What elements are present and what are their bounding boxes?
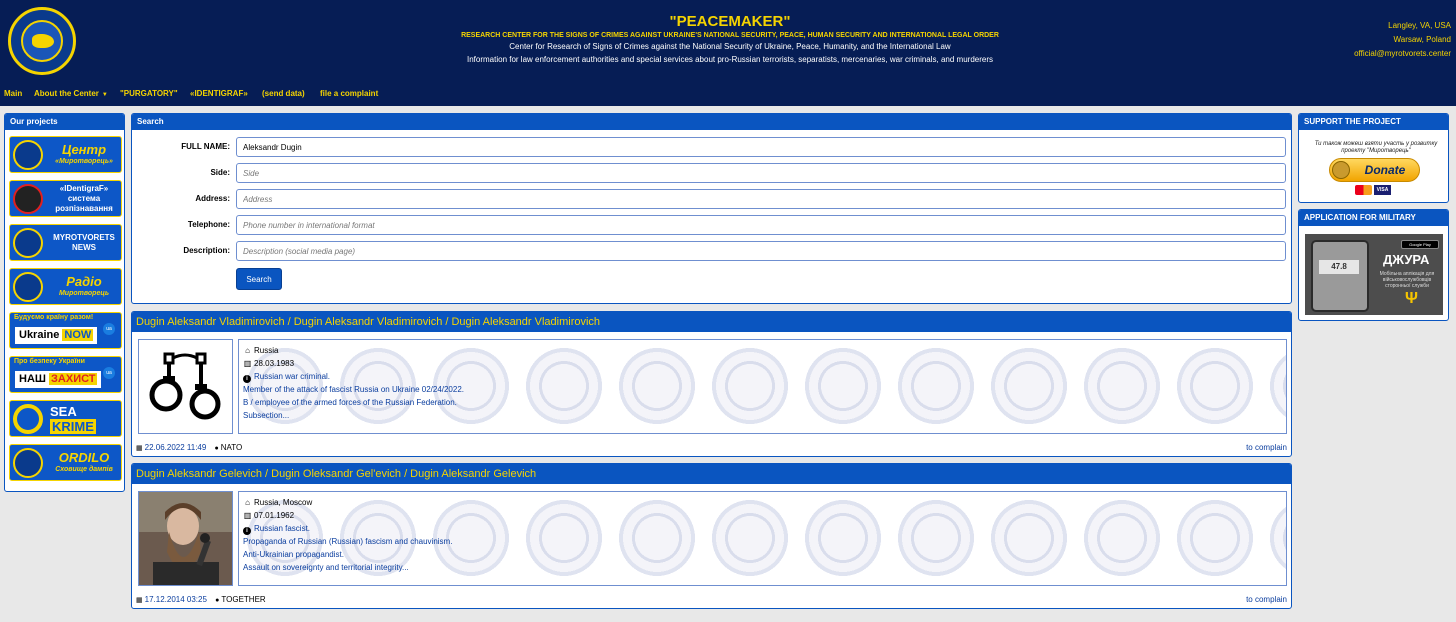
- address-row: [132, 189, 1292, 209]
- nav-send-data[interactable]: (send data): [262, 89, 305, 98]
- logo-emblem: [21, 20, 63, 62]
- result-footer: [136, 443, 242, 452]
- complain-link[interactable]: to complain: [1246, 443, 1287, 452]
- header-titles: [340, 14, 1120, 66]
- side-row: [132, 163, 1292, 183]
- result-location: Russia, Moscow: [254, 498, 313, 507]
- caret-down-icon: ▼: [101, 92, 108, 98]
- description-label: Description:: [183, 246, 230, 255]
- result-desc-line: Subsection...: [243, 411, 290, 420]
- google-play-badge: Google Play: [1401, 240, 1439, 249]
- result-location: Russia: [254, 346, 279, 355]
- main-nav: [0, 80, 1456, 106]
- site-subtitle-1: RESEARCH CENTER FOR THE SIGNS OF CRIMES AGAINST UKRAINE'S NATIONAL SECURITY, PEACE, HUMAN SECURITY AND INTERNATIONAL LEGAL ORDER: [461, 32, 999, 39]
- support-text: Ти також можеш взяти участь у розвитку проекту "Миротворець": [1314, 141, 1438, 154]
- phone-screen-value: 47.8: [1319, 260, 1359, 274]
- nav-file-complaint[interactable]: file a complaint: [320, 89, 379, 98]
- location-langley: Langley, VA, USA: [1388, 21, 1451, 30]
- ordilo-emblem-icon: [13, 448, 43, 478]
- home-icon: ⌂: [245, 346, 250, 355]
- trident-icon: Ψ: [1405, 290, 1418, 307]
- birthday-cake-icon: ▥: [243, 511, 252, 520]
- result-photo[interactable]: [138, 491, 233, 586]
- home-icon: ⌂: [245, 498, 250, 507]
- result-name-link[interactable]: Dugin Aleksandr Gelevich / Dugin Oleksandr Gel'evich / Dugin Aleksandr Gelevich: [132, 464, 1291, 484]
- result-desc-line: B / employee of the armed forces of the Russian Federation.: [243, 398, 457, 407]
- result-name-link[interactable]: Dugin Aleksandr Vladimirovich / Dugin Aleksandr Vladimirovich / Dugin Aleksandr Vladimirovich: [132, 312, 1291, 332]
- project-news[interactable]: MYROTVORETS NEWS: [9, 224, 122, 261]
- dzhura-app-banner[interactable]: [1305, 234, 1443, 315]
- donate-label: Donate: [1364, 163, 1406, 177]
- nav-about[interactable]: [34, 89, 108, 98]
- support-title: SUPPORT THE PROJECT: [1299, 114, 1448, 130]
- person-photo: [139, 492, 232, 585]
- description-input[interactable]: [236, 241, 1286, 261]
- result-author: NATO: [220, 443, 243, 452]
- fullname-label: FULL NAME:: [181, 142, 230, 151]
- nav-main[interactable]: Main: [4, 89, 23, 98]
- address-label: Address:: [195, 194, 230, 203]
- project-radio[interactable]: Радіо Миротворець: [9, 268, 122, 305]
- search-title: Search: [132, 114, 1291, 130]
- telephone-input[interactable]: [236, 215, 1286, 235]
- telephone-row: [132, 215, 1292, 235]
- result-desc-line: Anti-Ukrainian propagandist.: [243, 550, 344, 559]
- result-info: [238, 339, 1287, 434]
- description-row: [132, 241, 1292, 261]
- project-ukraine-now[interactable]: Будуємо країну разом! Ukraine NOW ua: [9, 312, 122, 349]
- payment-cards: [1355, 185, 1393, 195]
- result-footer: [136, 595, 266, 604]
- project-nash-zakhyst[interactable]: Про безпеку України НАШ ЗАХИСТ ua: [9, 356, 122, 393]
- radio-emblem-icon: [13, 272, 43, 302]
- location-warsaw: Warsaw, Poland: [1393, 35, 1451, 44]
- telephone-label: Telephone:: [187, 220, 230, 229]
- project-sea-krime[interactable]: SEA KRIME: [9, 400, 122, 437]
- coin-icon: [1332, 161, 1350, 179]
- identigraf-icon: [13, 184, 43, 214]
- myrotvorets-emblem-icon: [13, 228, 43, 258]
- military-app-panel: [1298, 209, 1449, 321]
- fullname-input[interactable]: [236, 137, 1286, 157]
- result-author: TOGETHER: [221, 595, 266, 604]
- ua-badge: ua: [103, 367, 115, 379]
- myrotvorets-emblem-icon: [13, 140, 43, 170]
- result-status: Russian fascist.: [254, 524, 311, 533]
- site-subtitle-2: Center for Research of Signs of Crimes against the National Security of Ukraine, Peace, Humanity, and the International Law: [509, 42, 951, 51]
- result-birthdate: 28.03.1983: [254, 359, 295, 368]
- result-date: 17.12.2014 03:25: [144, 595, 207, 604]
- info-icon: i: [243, 527, 251, 535]
- contact-email[interactable]: official@myrotvorets.center: [1354, 49, 1451, 58]
- birthday-cake-icon: ▥: [243, 359, 252, 368]
- donate-button[interactable]: [1329, 158, 1420, 182]
- result-status: Russian war criminal.: [254, 372, 331, 381]
- site-subtitle-3: Information for law enforcement authorities and special services about pro-Russian terrorists, separatists, mercenaries, war criminals, and murderers: [467, 55, 993, 64]
- complain-link[interactable]: to complain: [1246, 595, 1287, 604]
- projects-panel: [4, 113, 125, 492]
- handcuffs-icon: [139, 340, 232, 433]
- result-info: [238, 491, 1287, 586]
- user-icon: ●: [215, 597, 220, 604]
- address-input[interactable]: [236, 189, 1286, 209]
- support-panel: [1298, 113, 1449, 203]
- result-card: [131, 311, 1292, 457]
- ship-wheel-icon: [13, 404, 43, 434]
- result-desc-line: Assault on sovereignty and territorial integrity...: [243, 563, 409, 572]
- search-button[interactable]: Search: [236, 268, 282, 290]
- result-desc-line: Member of the attack of fascist Russia on Ukraine 02/24/2022.: [243, 385, 465, 394]
- nav-about-label: About the Center: [34, 89, 99, 98]
- myrotvorets-logo[interactable]: [8, 7, 76, 75]
- user-icon: ●: [214, 445, 219, 452]
- projects-title: Our projects: [5, 114, 124, 130]
- result-date: 22.06.2022 11:49: [144, 443, 207, 452]
- project-center[interactable]: Центр «Миротворець»: [9, 136, 122, 173]
- military-title: APPLICATION FOR MILITARY: [1299, 210, 1448, 226]
- site-title: "PEACEMAKER": [669, 13, 791, 30]
- result-birthdate: 07.01.1962: [254, 511, 295, 520]
- app-description: Мобільна аплікація для військовослужбовців сторонньої служби: [1379, 271, 1435, 289]
- side-label: Side:: [210, 168, 230, 177]
- result-desc-line: Propaganda of Russian (Russian) fascism and chauvinism.: [243, 537, 453, 546]
- calendar-icon: ▦: [136, 445, 143, 452]
- project-ordilo[interactable]: ORDILO Сховище дампів: [9, 444, 122, 481]
- fullname-row: [132, 137, 1292, 157]
- app-name: ДЖУРА: [1383, 252, 1430, 267]
- nav-purgatory[interactable]: "PURGATORY": [120, 89, 178, 98]
- ua-badge: ua: [103, 323, 115, 335]
- phone-icon: [1311, 240, 1369, 312]
- search-panel: [131, 113, 1292, 304]
- result-card: [131, 463, 1292, 609]
- nav-identigraf[interactable]: «IDENTIGRAF»: [190, 89, 248, 98]
- project-identigraf[interactable]: «IDentigraF» система розпізнавання: [9, 180, 122, 217]
- globe-map-icon: [32, 34, 54, 48]
- visa-icon: VISA: [1374, 185, 1391, 195]
- mastercard-icon: [1355, 185, 1372, 195]
- site-header: [0, 0, 1456, 80]
- calendar-icon: ▦: [136, 597, 143, 604]
- side-input[interactable]: [236, 163, 1286, 183]
- result-photo[interactable]: [138, 339, 233, 434]
- header-contacts: [1311, 19, 1451, 61]
- info-icon: i: [243, 375, 251, 383]
